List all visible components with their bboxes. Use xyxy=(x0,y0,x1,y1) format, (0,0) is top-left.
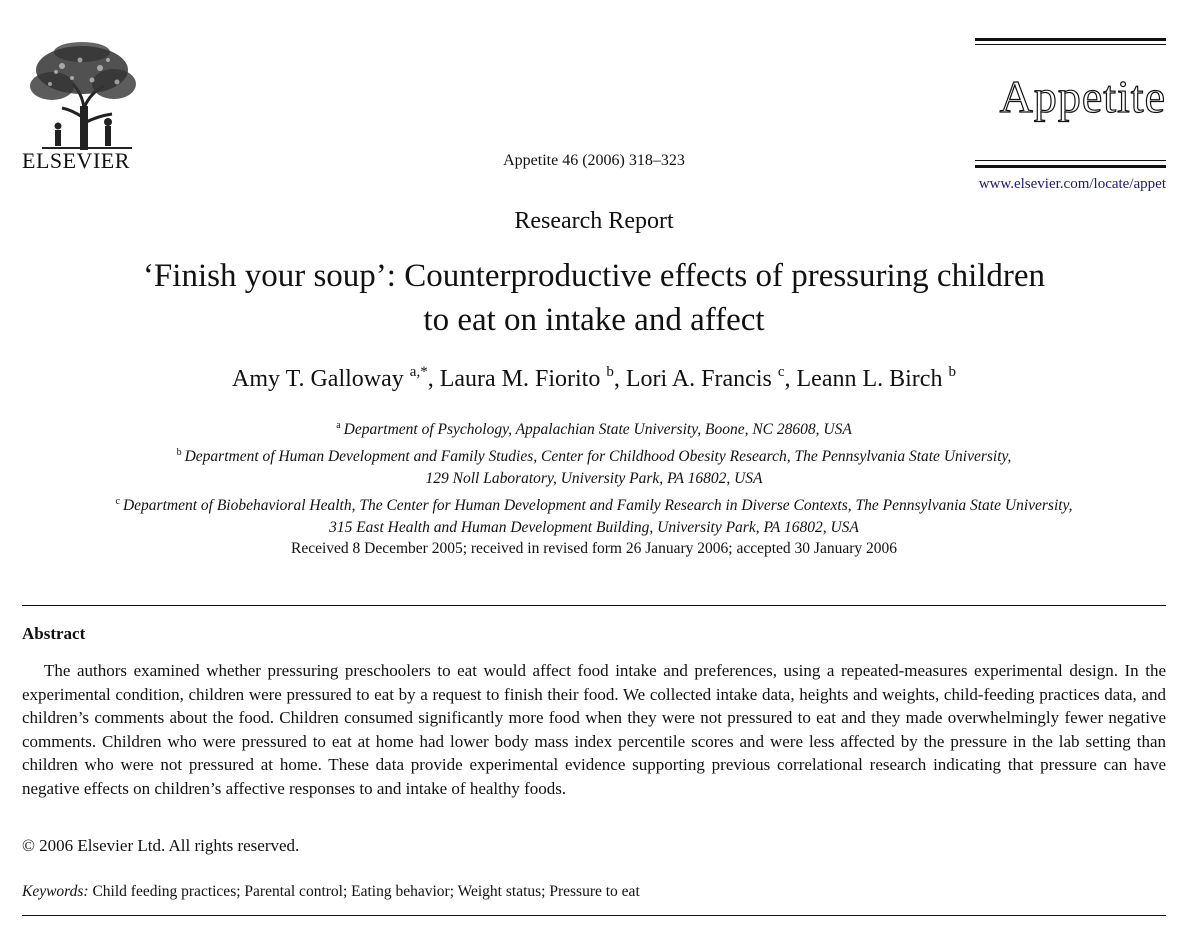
author[interactable] xyxy=(232,366,428,392)
elsevier-tree-logo xyxy=(22,38,142,156)
affil-mark: b xyxy=(176,446,182,458)
journal-name: Appetite xyxy=(999,71,1166,122)
affil-line: 129 Noll Laboratory, University Park, PA 16802, USA xyxy=(425,470,763,487)
affiliations xyxy=(0,415,1188,540)
journal-citation: Appetite 46 (2006) 318–323 xyxy=(503,152,685,169)
journal-rule-bottom xyxy=(975,165,1166,168)
journal-rule-bottom-thin xyxy=(975,160,1166,161)
affil-line: 315 East Health and Human Development Building, University Park, PA 16802, USA xyxy=(329,519,859,536)
journal-url-link[interactable]: www.elsevier.com/locate/appet xyxy=(978,176,1166,192)
abstract-text: The authors examined whether pressuring preschoolers to eat would affect food intake and preferences, using a repeated-measures experimental design. In the experimental condition, children were pressured to eat by a request to finish their food. We collected intake data, heights and weights, child-feeding practices data, and children’s comments about the food. Children consumed significantly more food when they were not pressured to eat and they made overwhelmingly fewer negative comments. Children who were pressured to eat at home had lower body mass index percentile scores and were less affected by the pressure in the lab setting than children who were not pressured at home. These data provide experimental evidence supporting previous correlational research indicating that pressure can have negative effects on children’s affective responses to and intake of healthy foods. xyxy=(22,661,1166,798)
author-affil-mark: c xyxy=(777,364,785,380)
publisher-name: ELSEVIER xyxy=(22,148,130,173)
author-separator: , xyxy=(427,366,440,392)
author[interactable] xyxy=(626,366,785,392)
author-name: Laura M. Fiorito xyxy=(439,366,601,392)
abstract-divider-bottom xyxy=(22,915,1166,916)
affiliation xyxy=(0,415,1188,442)
affil-mark: a xyxy=(336,420,341,431)
copyright-notice: © 2006 Elsevier Ltd. All rights reserved. xyxy=(22,836,300,855)
keywords xyxy=(22,883,640,901)
author-list xyxy=(0,364,1188,393)
affil-mark: c xyxy=(115,495,120,507)
affiliation xyxy=(0,491,1188,518)
article-type: Research Report xyxy=(514,208,674,234)
author-name: Lori A. Francis xyxy=(625,366,772,392)
author[interactable] xyxy=(440,366,614,392)
author-affil-mark: b xyxy=(948,364,956,380)
article-title xyxy=(0,254,1188,342)
abstract-heading: Abstract xyxy=(22,624,86,643)
affil-line: Department of Biobehavioral Health, The Center for Human Development and Family Research in Diverse Contexts, The Pennsylvania State University, xyxy=(122,496,1073,514)
author-name: Amy T. Galloway xyxy=(232,366,404,392)
title-line: to eat on intake and affect xyxy=(423,302,765,338)
journal-logo xyxy=(975,70,1166,123)
journal-rule-top xyxy=(975,38,1166,41)
author-affil-mark: a,* xyxy=(409,364,428,380)
journal-rule-top-thin xyxy=(975,44,1166,45)
affiliation xyxy=(0,442,1188,469)
author-separator: , xyxy=(613,366,626,392)
article-dates: Received 8 December 2005; received in revised form 26 January 2006; accepted 30 January 2006 xyxy=(291,540,897,557)
keywords-label: Keywords: xyxy=(22,883,89,900)
author-affil-mark: b xyxy=(606,364,614,380)
title-line: ‘Finish your soup’: Counterproductive effects of pressuring children xyxy=(142,258,1046,294)
affil-line: Department of Human Development and Family Studies, Center for Childhood Obesity Research, The Pennsylvania State University, xyxy=(184,447,1012,465)
affil-line: Department of Psychology, Appalachian State University, Boone, NC 28608, USA xyxy=(343,421,852,438)
abstract-divider-top xyxy=(22,605,1166,606)
author[interactable] xyxy=(797,366,956,392)
keywords-list: Child feeding practices; Parental control; Eating behavior; Weight status; Pressure to eat xyxy=(88,883,640,900)
author-name: Leann L. Birch xyxy=(796,366,943,392)
author-separator: , xyxy=(784,366,797,392)
